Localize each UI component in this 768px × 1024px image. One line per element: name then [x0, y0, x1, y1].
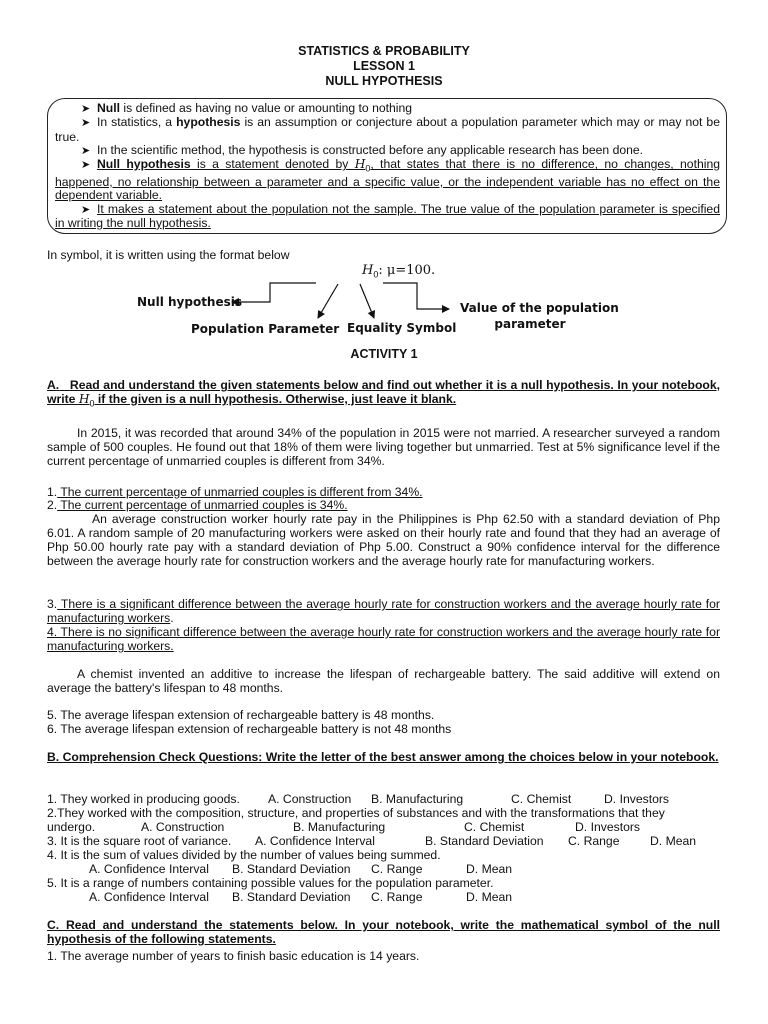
label-null-hypothesis: Null hypothesis: [137, 295, 243, 309]
label-value: Value of the population parameter: [460, 301, 619, 331]
subject-title: STATISTICS & PROBABILITY: [298, 44, 470, 58]
section-c-title: C. Read and understand the statements below. In your notebook, write the mathematical symbol of the null hypothesis of the following statements.: [47, 918, 720, 946]
bullet-null-hypothesis: ➤ Null hypothesis is a statement denoted by $H_0$, that states that there is no difference, no changes, nothing happened, no relationship between a parameter and a specific value, or the independent variable has no effect on the dependent variable.: [55, 157, 721, 203]
format-intro: In symbol, it is written using the format below: [47, 248, 290, 262]
arrow-bullet-icon: ➤: [81, 103, 91, 115]
label-equality-symbol: Equality Symbol: [347, 321, 457, 335]
statement-4: 4. There is no significant difference between the average hourly rate for construction workers and the average hourly rate for manufacturing workers.: [47, 625, 720, 653]
statement-3: 3. There is a significant difference between the average hourly rate for construction workers and the average hourly rate for manufacturing workers.: [47, 597, 720, 625]
scenario-hourly-rate: An average construction worker hourly rate pay in the Philippines is Php 62.50 with a standard deviation of Php 6.01. A random sample of 20 manufacturing workers were asked on their hourly rate and found that they had an average of Php 50.00 hourly rate pay with a standard deviation of Php 5.00. Construct a 90% confidence interval for the difference between the average hourly rate for construction workers and the average hourly rate for manufacturing workers.: [47, 512, 720, 568]
activity-title: ACTIVITY 1: [350, 347, 418, 361]
formula-diagram: [0, 0, 768, 360]
statement-6: 6. The average lifespan extension of rechargeable battery is not 48 months: [47, 722, 452, 736]
bullet-population: ➤ It makes a statement about the population not the sample. The true value of the population parameter is specified in writing the null hypothesis.: [55, 201, 720, 230]
bullet-null: ➤ Null is defined as having no value or amounting to nothing: [55, 102, 720, 116]
arrow-population-parameter: [318, 284, 338, 318]
lesson-title: LESSON 1: [353, 59, 415, 73]
formula: $H_0$: μ=100.: [362, 263, 436, 280]
arrow-equality-symbol: [360, 284, 374, 318]
arrow-bullet-icon: ➤: [81, 203, 91, 216]
scenario-unmarried: In 2015, it was recorded that around 34% of the population in 2015 were not married. A researcher surveyed a random sample of 500 couples. He found out that 18% of them were living together but unmarried. Test at 5% significance level if the current percentage of unmarried couples is different from 34%.: [47, 426, 720, 468]
scenario-battery: A chemist invented an additive to increase the lifespan of rechargeable battery. The said additive will extend on average the battery's lifespan to 48 months.: [47, 667, 720, 695]
bullet-hypothesis: ➤ In statistics, a hypothesis is an assumption or conjecture about a population parameter which may or may not be true.: [55, 115, 720, 144]
arrow-bullet-icon: ➤: [81, 159, 91, 172]
statement-2: 2. The current percentage of unmarried couples is 34%.: [47, 498, 348, 512]
topic-title: NULL HYPOTHESIS: [325, 74, 443, 88]
arrow-bullet-icon: ➤: [81, 117, 91, 130]
arrow-bullet-icon: ➤: [81, 144, 91, 157]
label-population-parameter: Population Parameter: [191, 322, 340, 336]
statement-1: 1. The current percentage of unmarried couples is different from 34%.: [47, 485, 423, 499]
arrow-value: [383, 283, 449, 309]
arrow-null-hypothesis: [232, 283, 316, 302]
bullet-scientific-method: ➤ In the scientific method, the hypothesis is constructed before any applicable research has been done.: [55, 144, 720, 158]
statement-5: 5. The average lifespan extension of rechargeable battery is 48 months.: [47, 708, 435, 722]
section-a-instruction: A. Read and understand the given statements below and find out whether it is a null hypothesis. In your notebook, write $H_0$ if the given is a null hypothesis. Otherwise, just leave it blank.: [47, 378, 720, 409]
section-b-title: B. Comprehension Check Questions: Write the letter of the best answer among the choices below in your notebook.: [47, 750, 719, 764]
question-c1: 1. The average number of years to finish basic education is 14 years.: [47, 949, 420, 963]
